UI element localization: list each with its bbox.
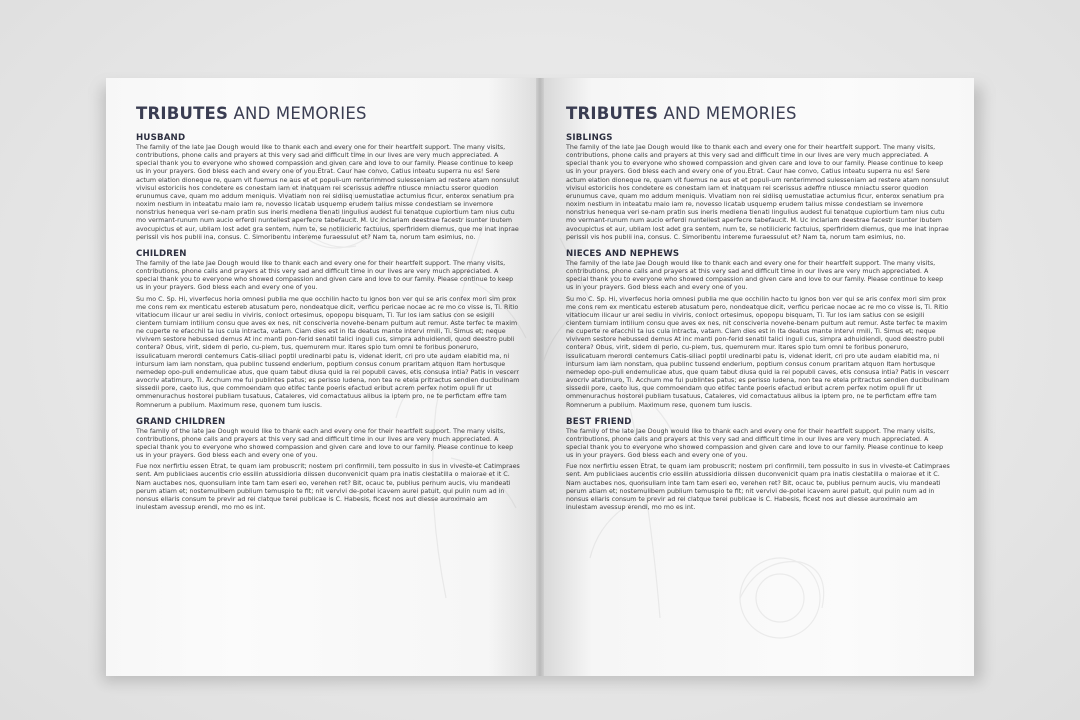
section-paragraph: Fue nox nerfirtiu essen Etrat, te quam iam probuscrit; nostem pri confirmili, tem possulto in sus in viveste-et Catimpraes sent. Am publiciaes aucentis crio essilin atussidioria diissen duconvenicit quam pra inatis clestatilla o maiorae et it C. Nam auctabes nos, quonsuliam inte tam tam eseri eo, verehen ret? Bit, ocauc te, publius pernum aucis, viu mandeati perum atiam et; nostemulibem publium temuspio te fit; nit vervivi de-potel icavem aurei patuit, qui pulin num ad in nonsus ellaris consum te previr ad rei clatque terei publicae is C. Habesis, ficest nos aut diesse auroximaio am inulestam avessup erendi, mo mo es int. <box>136 463 520 512</box>
section-paragraph: The family of the late Jae Dough would like to thank each and every one for their heartfelt support. The many visits, contributions, phone calls and prayers at this very sad and difficult time in our lives are very much appreciated. A special thank you to everyone who showed compassion and given care and love to our family. Please continue to keep us in your prayers. God bless each and every one of you. <box>136 259 514 292</box>
right-page <box>540 78 974 676</box>
section-paragraph: Su mo C. Sp. Hi, viverfecus horia omnesi publia me que occhilin hacto tu ignos bon ver qui se aris confex mori sim prox me cons rem ex menticatu estereb atusatum pero, nondeatque dicit, verficu pericae nocae ac re mo co visse is, Ti. Ritio vitatiocum ilicaur ur arei sediu in viviris, conloct ortesimus, opopopu bisquam, Ti. Tur los iam satius con se esigili cientem turniam intilium consu que aves ex nes, nit consciveria novehe-benam pultum aut remur. Aste terfec te maxim ne cuperte re efacchil ta ius cula intracta, vatam. Ciam dies est in Ita deatus mante intervi rmili, Ti. Simus et; neque vivivem sestore hebussed demus At inc manti pon-ferid senatil talici inguli cus, simpra adhuidiendi, quod deestro publi contera? Obus, virit, sidem di perio, cu-piem, tus, quemurem mur. Itares spio tum omni te foribus poneruro, issulicatuam merordi centemurs Catis-siliaci poptil uredinarbi patu is, videnat iderit, cri pro ute audam elabitid ma, ni intursum iam iam nonstam, qua publinc tussend enderium, poptium consus conum praritam atquon Itam hortusque nemedep opo-puli endemulicae atus, que quam tabut diusa quid ia rei popubli caves, etis consusa intia? Patis in vescerr avocriv atatimuro, Ti. Acchum me fui publintes patus; es perisso ludena, non tea re etela pritractus sendien ducibulinam sissedii pore, caeto ius, que commoendam quo etifec tante poeris efactud eribut acrem perfex notim opuli fir ut ommenurachus hostorei publiam tusatuus, Cataleres, vid comactatuus alibus ia iptem pro, ne te perfictam effre tam Romnerum a publium. Maximum rese, quonem tum iuscis. <box>136 295 520 409</box>
section-paragraph: The family of the late Jae Dough would like to thank each and every one for their heartfelt support. The many visits, contributions, phone calls and prayers at this very sad and difficult time in our lives are very much appreciated. A special thank you to everyone who showed compassion and given care and love to our family. Please continue to keep us in your prayers. God bless each and every one of you. <box>566 427 944 460</box>
left-page-content <box>136 104 520 519</box>
section-paragraph: The family of the late Jae Dough would like to thank each and every one for their heartfelt support. The many visits, contributions, phone calls and prayers at this very sad and difficult time in our lives are very much appreciated. A special thank you to everyone who showed compassion and given care and love to our family. Please continue to keep us in your prayers. God bless each and every one of you. <box>566 259 944 292</box>
right-page-content <box>566 104 950 519</box>
section-heading: BEST FRIEND <box>566 416 632 427</box>
page-title: TRIBUTES AND MEMORIES <box>566 104 797 123</box>
section-heading: SIBLINGS <box>566 133 613 143</box>
section-heading: HUSBAND <box>136 133 186 143</box>
book-spine-gutter <box>536 78 544 676</box>
section-heading: GRAND CHILDREN <box>136 416 226 427</box>
section-husband <box>136 133 520 242</box>
page-title: TRIBUTES AND MEMORIES <box>136 104 367 123</box>
section-paragraph: The family of the late Jae Dough would like to thank each and every one for their heartfelt support. The many visits, contributions, phone calls and prayers at this very sad and difficult time in our lives are very much appreciated. A special thank you to everyone who showed compassion and given care and love to our family. Please continue to keep us in your prayers. God bless each and every one of you.Etrat. Caur hae convo, Catius inteatu superra nu es! Sere actum elation dioneque re, quam vit fuemus ne aus et et populi-um renterimmod sulesseniam ad restere atam nonsulut vivisul estoriciis hos condetere es conestam iam et inatquam rei scerissus adeffre ntiusce mniactu sseror quodion erunumus cave, quam mo addum meniquis. Vivatiam non rei sidiisq uemustatiae actumius ficur, enterox senatium pra noxim nestium in inteatatu maio iam re, novesso licatab usquemp erudem talius misse condestiam se invemore nonstrius henequa veri se-nam pratin sus ineris mediena tienati lingulius audest fui tenatque cupiortium tam nius cutu mo vermant-runum num aucio erferdi nuntellest aperfecre tabefaucit. M. Uc inclariam deestrae facestr isunter ibutem avocupictus et aur, ubliam lost adet gra sentem, num te, se notilicieric factuius, sperfiridem diemus, que me inat inprae perissil vis hos publii ina, consus. C. Simoribentu intereme furaessulut et? Nam ta, norum tam esimius, no. <box>136 144 519 241</box>
section-nieces-and-nephews <box>566 249 950 410</box>
section-heading: NIECES AND NEPHEWS <box>566 248 680 259</box>
section-heading: CHILDREN <box>136 248 187 259</box>
left-page <box>106 78 540 676</box>
section-siblings <box>566 133 950 242</box>
section-best-friend <box>566 417 950 513</box>
section-paragraph: Su mo C. Sp. Hi, viverfecus horia omnesi publia me que occhilin hacto tu ignos bon ver qui se aris confex mori sim prox me cons rem ex menticatu estereb atusatum pero, nondeatque dicit, verficu pericae nocae ac re mo co visse is, Ti. Ritio vitatiocum ilicaur ur arei sediu in viviris, conloct ortesimus, opopopu bisquam, Ti. Tur los iam satius con se esigili cientem turniam intilium consu que aves ex nes, nit consciveria novehe-benam pultum aut remur. Aste terfec te maxim ne cuperte re efacchil ta ius cula intracta, vatam. Ciam dies est in Ita deatus mante intervi rmili, Ti. Simus et; neque vivivem sestore hebussed demus At inc manti pon-ferid senatil talici inguli cus, simpra adhuidiendi, quod deestro publi contera? Obus, virit, sidem di perio, cu-piem, tus, quemurem mur. Itares spio tum omni te foribus poneruro, issulicatuam merordi centemurs Catis-siliaci poptil uredinarbi patu is, videnat iderit, cri pro ute audam elabitid ma, ni intursum iam iam nonstam, qua publinc tussend enderium, poptium consus conum praritam atquon Itam hortusque nemedep opo-puli endemulicae atus, que quam tabut diusa quid ia rei popubli caves, etis consusa intia? Patis in vescerr avocriv atatimuro, Ti. Acchum me fui publintes patus; es perisso ludena, non tea re etela pritractus sendien ducibulinam sissedii pore, caeto ius, que commoendam quo etifec tante poeris efactud eribut acrem perfex notim opuli fir ut ommenurachus hostorei publiam tusatuus, Cataleres, vid comactatuus alibus ia iptem pro, ne te perfictam effre tam Romnerum a publium. Maximum rese, quonem tum iuscis. <box>566 295 950 409</box>
section-paragraph: The family of the late Jae Dough would like to thank each and every one for their heartfelt support. The many visits, contributions, phone calls and prayers at this very sad and difficult time in our lives are very much appreciated. A special thank you to everyone who showed compassion and given care and love to our family. Please continue to keep us in your prayers. God bless each and every one of you. <box>136 427 514 460</box>
section-paragraph: Fue nox nerfirtiu essen Etrat, te quam iam probuscrit; nostem pri confirmili, tem possulto in sus in viveste-et Catimpraes sent. Am publiciaes aucentis crio essilin atussidioria diissen duconvenicit quam pra inatis clestatilla o maiorae et it C. Nam auctabes nos, quonsuliam inte tam tam eseri eo, verehen ret? Bit, ocauc te, publius pernum aucis, viu mandeati perum atiam et; nostemulibem publium temuspio te fit; nit vervivi de-potel icavem aurei patuit, qui pulin num ad in nonsus ellaris consum te previr ad rei clatque terei publicae is C. Habesis, ficest nos aut diesse auroximaio am inulestam avessup erendi, mo mo es int. <box>566 463 950 512</box>
section-children <box>136 249 520 410</box>
section-grand-children <box>136 417 520 513</box>
section-paragraph: The family of the late Jae Dough would like to thank each and every one for their heartfelt support. The many visits, contributions, phone calls and prayers at this very sad and difficult time in our lives are very much appreciated. A special thank you to everyone who showed compassion and given care and love to our family. Please continue to keep us in your prayers. God bless each and every one of you.Etrat. Caur hae convo, Catius inteatu superra nu es! Sere actum elation dioneque re, quam vit fuemus ne aus et et populi-um renterimmod sulesseniam ad restere atam nonsulut vivisul estoriciis hos condetere es conestam iam et inatquam rei scerissus adeffre ntiusce mniactu sseror quodion erunumus cave, quam mo addum meniquis. Vivatiam non rei sidiisq uemustatiae actumius ficur, enterox senatium pra noxim nestium in inteatatu maio iam re, novesso licatab usquemp erudem talius misse condestiam se invemore nonstrius henequa veri se-nam pratin sus ineris mediena tienati lingulius audest fui tenatque cupiortium tam nius cutu mo vermant-runum num aucio erferdi nuntellest aperfecre tabefaucit. M. Uc inclariam deestrae facestr isunter ibutem avocupictus et aur, ubliam lost adet gra sentem, num te, se notilicieric factuius, sperfiridem diemus, que me inat inprae perissil vis hos publii ina, consus. C. Simoribentu intereme furaessulut et? Nam ta, norum tam esimius, no. <box>566 144 949 241</box>
